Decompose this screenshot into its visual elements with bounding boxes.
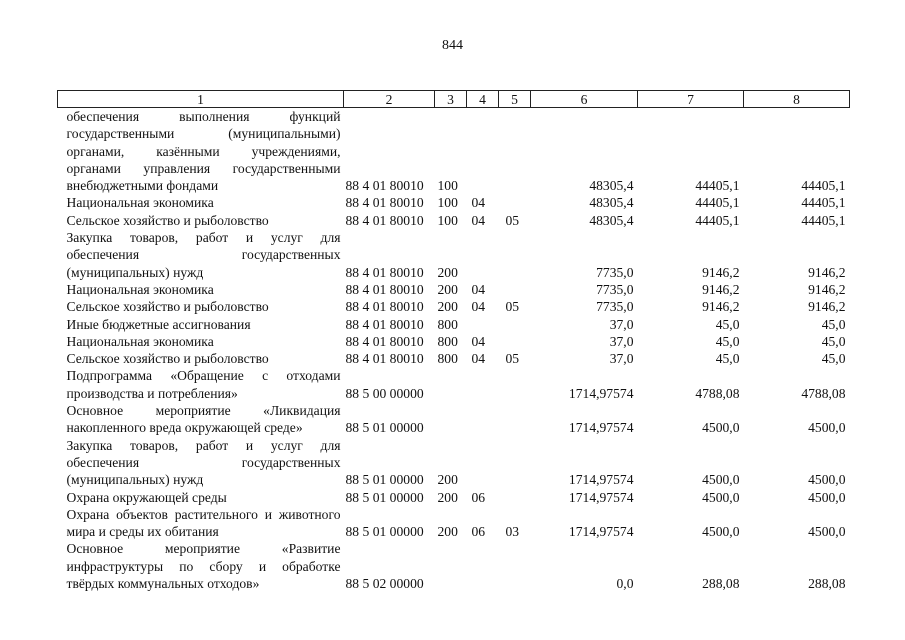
subsection-code [499, 229, 531, 281]
amount-col8: 4500,0 [808, 420, 846, 436]
amount-col6: 1714,97574 [568, 472, 634, 488]
target-article-code: 88 5 01 00000 [345, 472, 424, 488]
column-header: 3 [435, 91, 467, 108]
subsection-code [499, 367, 531, 402]
amount-col7: 4500,0 [702, 524, 740, 540]
row-name: Иные бюджетные ассигнования [66, 316, 251, 332]
section-code: 04 [471, 195, 486, 211]
subsection-code [499, 437, 531, 489]
amount-col8: 9146,2 [808, 264, 846, 280]
row-name: Закупка товаров, работ и услуг для обеспечения государственных (муниципальных) нужд [66, 230, 341, 280]
table-row [58, 350, 850, 367]
section-code: 04 [471, 333, 486, 349]
subsection-code [499, 108, 531, 195]
target-article-code: 88 4 01 80010 [345, 316, 424, 332]
amount-col6: 37,0 [609, 316, 634, 332]
subsection-code: 05 [505, 212, 520, 228]
expense-type-code: 200 [437, 299, 458, 315]
table-row [58, 402, 850, 437]
amount-col8: 9146,2 [808, 281, 846, 297]
expense-type-code: 100 [437, 212, 458, 228]
amount-col7: 44405,1 [695, 212, 740, 228]
amount-col7: 44405,1 [695, 178, 740, 194]
column-number-row [58, 91, 850, 108]
subsection-code [499, 402, 531, 437]
subsection-code: 03 [505, 524, 520, 540]
subsection-code [499, 540, 531, 592]
amount-col8: 4500,0 [808, 489, 846, 505]
amount-col7: 4500,0 [702, 489, 740, 505]
section-code [467, 108, 499, 195]
amount-col7: 9146,2 [702, 299, 740, 315]
target-article-code: 88 4 01 80010 [345, 351, 424, 367]
table-row [58, 194, 850, 211]
amount-col8: 44405,1 [801, 195, 846, 211]
section-code [467, 540, 499, 592]
expense-type-code: 200 [437, 472, 458, 488]
expense-type-code: 800 [437, 351, 458, 367]
section-code: 04 [471, 212, 486, 228]
amount-col7: 4500,0 [702, 472, 740, 488]
target-article-code: 88 5 02 00000 [345, 576, 424, 592]
expense-type-code [435, 402, 467, 437]
page-number: 844 [442, 38, 463, 53]
expense-type-code: 200 [437, 264, 458, 280]
row-name: Национальная экономика [66, 195, 214, 211]
amount-col6: 7735,0 [596, 281, 634, 297]
amount-col7: 45,0 [715, 351, 740, 367]
amount-col8: 4500,0 [808, 472, 846, 488]
section-code: 04 [471, 281, 486, 297]
row-name: Закупка товаров, работ и услуг для обеспечения государственных (муниципальных) нужд [66, 437, 341, 488]
target-article-code: 88 5 01 00000 [345, 420, 424, 436]
target-article-code: 88 4 01 80010 [345, 299, 424, 315]
table-row [58, 298, 850, 315]
amount-col6: 7735,0 [596, 299, 634, 315]
amount-col8: 45,0 [821, 351, 846, 367]
section-code [467, 437, 499, 489]
amount-col6: 7735,0 [596, 264, 634, 280]
target-article-code: 88 4 01 80010 [345, 281, 424, 297]
target-article-code: 88 4 01 80010 [345, 264, 424, 280]
section-code [467, 402, 499, 437]
amount-col8: 288,08 [808, 576, 846, 592]
amount-col8: 9146,2 [808, 299, 846, 315]
amount-col6: 1714,97574 [568, 420, 634, 436]
amount-col6: 48305,4 [589, 195, 634, 211]
table-row [58, 489, 850, 506]
column-header: 1 [58, 91, 344, 108]
row-name: Сельское хозяйство и рыболовство [66, 299, 269, 315]
target-article-code: 88 4 01 80010 [345, 195, 424, 211]
expense-type-code: 800 [437, 316, 458, 332]
target-article-code: 88 4 01 80010 [345, 333, 424, 349]
amount-col7: 4500,0 [702, 420, 740, 436]
expense-type-code: 100 [437, 195, 458, 211]
amount-col6: 48305,4 [589, 212, 634, 228]
target-article-code: 88 5 00 00000 [345, 385, 424, 401]
subsection-code [499, 333, 531, 350]
subsection-code [499, 316, 531, 333]
column-header: 5 [499, 91, 531, 108]
amount-col7: 45,0 [715, 333, 740, 349]
amount-col7: 9146,2 [702, 281, 740, 297]
amount-col6: 37,0 [609, 351, 634, 367]
table-row [58, 316, 850, 333]
amount-col7: 44405,1 [695, 195, 740, 211]
expense-type-code: 100 [437, 178, 458, 194]
column-header: 7 [638, 91, 744, 108]
amount-col7: 4788,08 [695, 385, 740, 401]
subsection-code [499, 489, 531, 506]
section-code: 06 [471, 489, 486, 505]
table-row [58, 367, 850, 402]
target-article-code: 88 4 01 80010 [345, 178, 424, 194]
subsection-code: 05 [505, 299, 520, 315]
amount-col6: 37,0 [609, 333, 634, 349]
column-header: 6 [531, 91, 638, 108]
section-code: 06 [471, 524, 486, 540]
expense-type-code: 800 [437, 333, 458, 349]
column-header: 4 [467, 91, 499, 108]
table-body [58, 108, 850, 593]
amount-col8: 45,0 [821, 316, 846, 332]
row-name: Национальная экономика [66, 281, 214, 297]
expense-type-code [435, 367, 467, 402]
amount-col8: 4500,0 [808, 524, 846, 540]
target-article-code: 88 4 01 80010 [345, 212, 424, 228]
table-row [58, 437, 850, 489]
expense-type-code: 200 [437, 489, 458, 505]
target-article-code: 88 5 01 00000 [345, 524, 424, 540]
amount-col7: 288,08 [702, 576, 740, 592]
amount-col8: 4788,08 [801, 385, 846, 401]
amount-col7: 9146,2 [702, 264, 740, 280]
table-row [58, 540, 850, 592]
row-name: обеспечения выполнения функций государственными (муниципальными) органами, казёнными учреждениями, органами управления государственными внебюджетными фондами [66, 109, 341, 194]
amount-col6: 1714,97574 [568, 524, 634, 540]
expense-type-code [435, 540, 467, 592]
amount-col8: 44405,1 [801, 178, 846, 194]
table-row [58, 506, 850, 541]
row-name: Сельское хозяйство и рыболовство [66, 212, 269, 228]
expense-type-code: 200 [437, 281, 458, 297]
subsection-code [499, 194, 531, 211]
section-code [467, 229, 499, 281]
table-row [58, 333, 850, 350]
amount-col8: 44405,1 [801, 212, 846, 228]
section-code [467, 316, 499, 333]
row-name: Охрана объектов растительного и животного мира и среды их обитания [66, 506, 341, 540]
amount-col6: 1714,97574 [568, 385, 634, 401]
row-name: Сельское хозяйство и рыболовство [66, 351, 269, 367]
row-name: Основное мероприятие «Развитие инфраструктуры по сбору и обработке твёрдых коммунальных отходов» [66, 541, 341, 592]
amount-col6: 48305,4 [589, 178, 634, 194]
section-code: 04 [471, 351, 486, 367]
amount-col6: 0,0 [616, 576, 634, 592]
amount-col6: 1714,97574 [568, 489, 634, 505]
row-name: Национальная экономика [66, 333, 214, 349]
section-code [467, 367, 499, 402]
amount-col7: 45,0 [715, 316, 740, 332]
expense-type-code: 200 [437, 524, 458, 540]
section-code: 04 [471, 299, 486, 315]
row-name: Основное мероприятие «Ликвидация накопленного вреда окружающей среде» [66, 403, 341, 436]
row-name: Подпрограмма «Обращение с отходами производства и потребления» [66, 368, 341, 401]
column-header: 2 [344, 91, 435, 108]
amount-col8: 45,0 [821, 333, 846, 349]
budget-table [57, 90, 850, 592]
row-name: Охрана окружающей среды [66, 489, 227, 505]
table-row [58, 212, 850, 229]
subsection-code: 05 [505, 351, 520, 367]
table-row [58, 281, 850, 298]
table-row [58, 229, 850, 281]
table-row [58, 108, 850, 195]
column-header: 8 [744, 91, 850, 108]
subsection-code [499, 281, 531, 298]
target-article-code: 88 5 01 00000 [345, 489, 424, 505]
